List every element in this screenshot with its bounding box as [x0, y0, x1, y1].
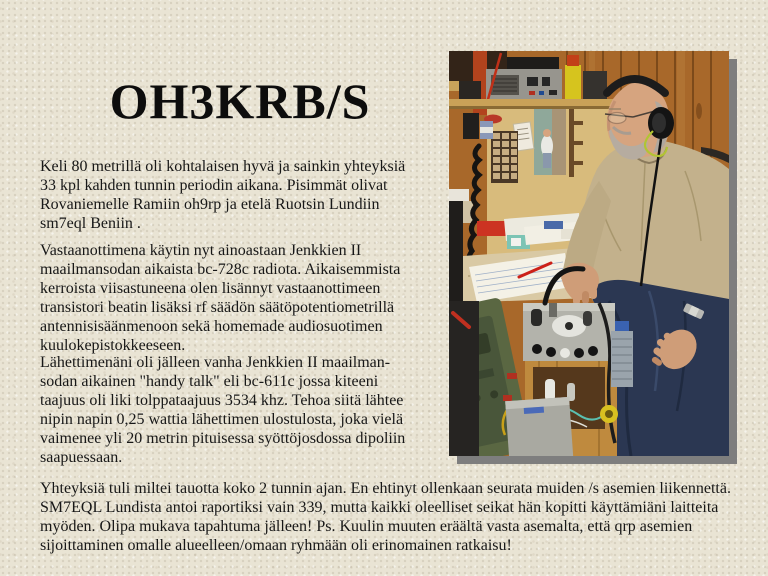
- station-photo: [449, 51, 729, 456]
- silver-box: [505, 397, 573, 456]
- poster: [534, 109, 566, 175]
- paragraph-conditions: Keli 80 metrillä oli kohtalaisen hyvä ja sainkin yhteyksiä 33 kpl kahden tunnin periodin aikana. Pisimmät olivat Rovaniemelle Ramiin oh9rp ja etelä Ruotsin Lundiin sm7eql Beniin .: [40, 158, 406, 232]
- yellow-cup: [600, 405, 618, 423]
- paragraph-transmitter: Lähettimenäni oli jälleen vanha Jenkkien II maailman- sodan aikainen "handy talk" eli bc-611c jossa kiteeni taajuus oli liki tolppataajuus 3534 khz. Tehoa siitä lähtee nipin napin 0,25 wattia lähettimen ulostulosta, joka vielä vaimenee yli 20 metrin pituisessa syöttöjosdossa dipoliin saapuessaan.: [40, 354, 406, 466]
- parts-drawers: [491, 131, 518, 183]
- station-photo-illustration: [449, 51, 729, 456]
- paragraph-receiver: Vastaanottimena käytin nyt ainoastaan Jenkkien II maailmansodan aikaista bc-728c radiota. Aikaisemmista kerroista viisastuneena olen lisännyt vastaanottimeen transistori beatin lisäksi rf säädön säätöpotentiometrillä antennisisäänmenoon sekä homemade audiosuotimen kuulokepistokkeeseen.: [40, 242, 401, 354]
- paragraph-summary: Yhteyksiä tuli miltei tauotta koko 2 tunnin ajan. En ehtinyt ollenkaan seurata muiden /s asemien liikennettä. SM7EQL Lundista antoi raportiksi vain 339, mutta kaikki oleelliset seikat hän kopitti käyttämiäni laitteita myöden. Olipa mukava tapahtuma jälleen! Ps. Kuulin muuten eräältä vasta asemalta, että qrp asemien sijoittaminen omalle alueelleen/omaan ryhmään oli erinomainen ratkaisu!: [40, 480, 731, 554]
- page-title: OH3KRB/S: [109, 72, 371, 129]
